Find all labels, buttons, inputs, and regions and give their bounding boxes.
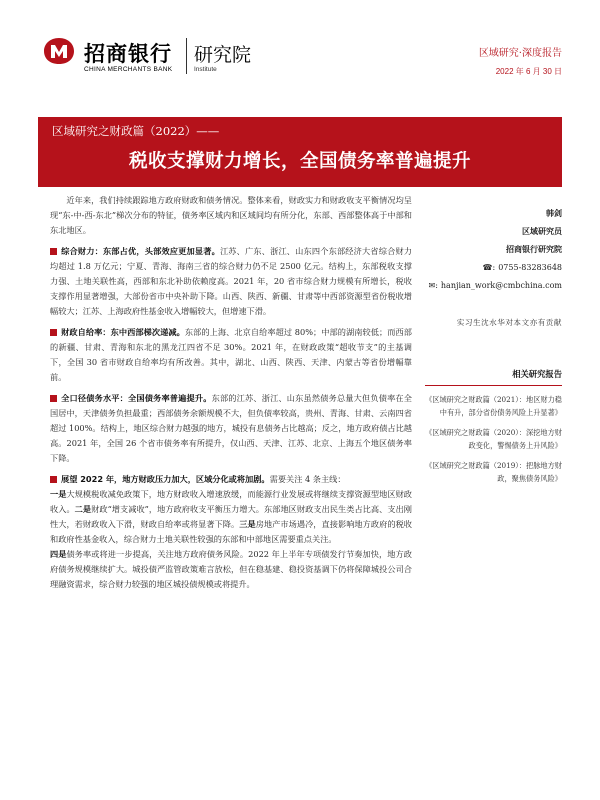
sidebar xyxy=(425,205,562,485)
institute-name-cn: 研究院 xyxy=(194,44,252,66)
intro-paragraph: 近年来，我们持续跟踪地方政府财政和债务情况。整体来看，财政实力和财政收支平衡情况均呈现“东-中-西-东北”梯次分布的特征，债务率区域内和区域间均有所分化，东部、西部整体高于中部和东北地区。 xyxy=(50,195,412,235)
company-name-en: CHINA MERCHANTS BANK xyxy=(84,66,173,73)
analyst-email-row[interactable] xyxy=(425,277,562,295)
bullet-square-icon xyxy=(50,476,57,483)
mail-icon: ✉: xyxy=(428,281,438,290)
report-header xyxy=(0,0,600,95)
section-body: 江苏、广东、浙江、山东四个东部经济大省综合财力均超过 1.8 万亿元；宁夏、青海、海南三省的综合财力仍不足 2500 亿元。结构上，东部税收支撑力强、土地关联性高，西部和东北补助依赖度高。2021 年，20 省市综合财力规模有所增长，税收支撑作用显著增强，大部份省市中央补助下降。山西、陕西、新疆、甘肃等中西部资源型省份税收增幅较大；江苏、上海政府性基金收入增幅较大，但增速下滑。 xyxy=(50,246,412,316)
bullet-square-icon xyxy=(50,329,57,336)
point-text: 房地产市场遇冷，直接影响地方政府的税收和政府性基金收入，综合财力土地关联性较强的东部和中部地区需要重点关注。 xyxy=(50,519,412,544)
section-debt-level xyxy=(50,391,412,466)
analyst-info xyxy=(425,205,562,295)
section-body: 东部的上海、北京自给率超过 80%；中部的湖南较低；而西部的新疆、甘肃、青海和东北的黑龙江四省不足 30%。2021 年，在财政政策“超收节支”的主基调下，全国 30 省市财政自给率均有所改善。其中，湖北、山西、陕西、天津、内蒙古等省份增幅靠前。 xyxy=(50,327,412,382)
institute-name-en: Institute xyxy=(194,66,217,73)
point-text: 财政“增支减收”，地方政府收支平衡压力增大。东部地区财政支出民生类占比高、支出刚性大，若财政收入下滑，财政自给率或将显著下降。 xyxy=(50,504,412,529)
section-lead: 财政自给率：东中西部梯次递减。 xyxy=(61,327,185,337)
related-divider xyxy=(425,385,562,386)
cmb-logo-icon xyxy=(42,36,76,66)
report-date: 2022 年 6 月 30 日 xyxy=(495,67,562,76)
section-body: 需要关注 4 条主线： xyxy=(269,474,346,484)
company-name-cn: 招商银行 xyxy=(84,42,172,66)
series-label: 区域研究之财政篇（2022）—— xyxy=(52,124,220,138)
intern-note: 实习生沈水华对本文亦有贡献 xyxy=(456,318,562,327)
phone-icon: ☎: xyxy=(482,263,496,272)
section-outlook xyxy=(50,472,412,592)
analyst-phone-row xyxy=(425,259,562,277)
point-text: 债务率或将进一步提高，关注地方政府债务风险。2022 年上半年专项债发行节奏加快，地方政府债务规模继续扩大。城投债严监管政策难言放松，但在稳基建、稳投资基调下仍将保障城投公司合理融资需求，综合财力较强的地区城投债规模或将提升。 xyxy=(50,549,412,589)
section-fiscal-capacity xyxy=(50,244,412,319)
analyst-org: 招商银行研究院 xyxy=(506,245,562,254)
analyst-name: 韩剑 xyxy=(546,209,562,218)
section-lead: 综合财力：东部占优，头部效应更加显著。 xyxy=(61,246,220,256)
analyst-email[interactable]: hanjian_work@cmbchina.com xyxy=(440,281,562,290)
title-banner xyxy=(38,117,562,187)
bullet-square-icon xyxy=(50,248,57,255)
analyst-phone: 0755-83283648 xyxy=(498,263,562,272)
related-report-item[interactable]: 《区域研究之财政篇（2020）：深挖地方财政变化，警惕债务上升风险》 xyxy=(425,428,562,450)
point-keyword: 二是 xyxy=(74,504,92,514)
analyst-role: 区域研究员 xyxy=(522,227,562,236)
point-keyword: 一是 xyxy=(50,489,67,499)
section-lead: 展望 2022 年，地方财政压力加大，区域分化或将加剧。 xyxy=(61,474,270,484)
report-title: 税收支撑财力增长，全国债务率普遍提升 xyxy=(128,151,471,172)
point-keyword: 四是 xyxy=(50,549,67,559)
report-type: 区域研究·深度报告 xyxy=(478,48,562,59)
main-summary xyxy=(50,193,412,598)
section-lead: 全口径债务水平：全国债务率普遍提升。 xyxy=(61,393,212,403)
section-self-sufficiency xyxy=(50,325,412,385)
point-keyword: 三是 xyxy=(239,519,256,529)
related-report-item[interactable]: 《区域研究之财政篇（2019）：把脉地方财政，聚焦债务风险》 xyxy=(425,461,562,483)
logo-divider xyxy=(186,38,187,74)
related-report-item[interactable]: 《区域研究之财政篇（2021）：地区财力稳中有升，部分省份债务风险上升显著》 xyxy=(425,395,562,417)
bullet-square-icon xyxy=(50,395,57,402)
related-reports-title: 相关研究报告 xyxy=(512,369,562,379)
section-body: 东部的江苏、浙江、山东虽然债务总量大但负债率在全国居中，天津债务负担最重；西部债务余额规模不大，但负债率较高，贵州、青海、甘肃、云南四省超过 100%。结构上，地区综合财力越强的地方，城投有息债务占比越高；反之，地方政府债占比越高。2021 年，全国 26 个省市债务率有所提升，仅山西、天津、江苏、北京、上海五个地区债务率下降。 xyxy=(50,393,412,463)
point-text: 大规模税收减免政策下，地方财政收入增速放缓，而能源行业发展或将继续支撑资源型地区财政收入。 xyxy=(50,489,412,514)
